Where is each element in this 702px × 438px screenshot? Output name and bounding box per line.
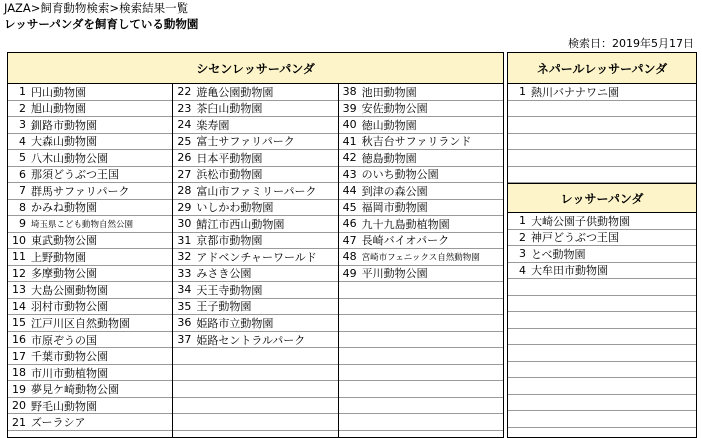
zoo-row [339,167,503,184]
zoo-row [508,329,696,346]
zoo-number: 40 [342,118,357,132]
zoo-name: 夢見ケ崎動物公園 [31,383,119,397]
zoo-row [173,216,337,233]
zoo-name: 大島公園動物園 [31,283,108,297]
shisen-header: シセンレッサーパンダ [8,53,503,84]
zoo-row [173,101,337,118]
zoo-number: 2 [19,101,26,115]
zoo-row [8,117,172,134]
zoo-number: 28 [177,184,192,198]
zoo-name: 王子動物園 [196,300,252,314]
zoo-number: 39 [342,101,357,115]
zoo-row [339,200,503,217]
shisen-column-1 [8,84,172,437]
zoo-row [8,101,172,118]
zoo-number: 27 [177,167,192,181]
zoo-number: 30 [177,217,192,231]
zoo-number: 32 [177,250,192,264]
zoo-name: 到津の森公園 [361,184,428,198]
zoo-name: 秋吉台サファリランド [361,135,472,149]
zoo-name: 日本平動物園 [196,151,263,165]
zoo-number: 19 [12,382,26,396]
zoo-number: 17 [12,349,26,363]
zoo-row [339,183,503,200]
shisen-column-3 [338,84,503,437]
zoo-row [173,398,337,415]
zoo-name: 群馬サファリパーク [31,184,130,198]
zoo-number: 45 [342,200,357,214]
zoo-row [339,134,503,151]
zoo-row [508,246,696,263]
zoo-row [173,150,337,167]
zoo-row [8,282,172,299]
zoo-row [508,411,696,428]
zoo-row [173,233,337,250]
zoo-name: 浜松市動物園 [196,168,263,182]
nepal-list [508,84,696,183]
zoo-row [173,249,337,266]
zoo-number: 24 [177,118,192,132]
zoo-name: とべ動物園 [531,247,586,261]
zoo-row [8,365,172,382]
zoo-row [173,348,337,365]
zoo-name: みさき公園 [196,267,252,281]
zoo-row [508,84,696,101]
zoo-number: 18 [12,366,26,380]
zoo-row [339,216,503,233]
zoo-name: ズーラシア [31,416,86,430]
zoo-number: 47 [342,233,357,247]
zoo-number: 12 [12,266,26,280]
zoo-row [8,315,172,332]
lesser-list [508,213,696,428]
zoo-number: 29 [177,200,192,214]
zoo-name: 那須どうぶつ王国 [31,168,119,182]
zoo-number: 34 [177,283,192,297]
zoo-number: 42 [342,151,357,165]
zoo-row [8,150,172,167]
zoo-row [339,414,503,431]
zoo-row [508,213,696,230]
zoo-name: 江戸川区自然動物園 [31,316,130,330]
zoo-number: 5 [19,151,26,165]
zoo-row [339,282,503,299]
zoo-row [508,296,696,313]
zoo-row [173,332,337,349]
zoo-number: 26 [177,151,192,165]
zoo-number: 14 [12,299,26,313]
zoo-row [173,299,337,316]
zoo-number: 11 [12,250,26,264]
zoo-name: 徳島動物園 [361,151,417,165]
zoo-row [339,299,503,316]
zoo-number: 38 [342,85,357,99]
zoo-number: 1 [519,85,526,99]
zoo-number: 4 [519,263,526,277]
zoo-name: 大牟田市動物園 [531,264,608,278]
zoo-row [508,312,696,329]
zoo-row [8,348,172,365]
zoo-name: 池田動物園 [361,85,417,99]
zoo-number: 43 [342,167,357,181]
breadcrumb[interactable]: JAZA>飼育動物検索>検索結果一覧 [4,1,189,15]
zoo-number: 49 [342,266,357,280]
zoo-row [173,84,337,101]
shisen-column-2 [172,84,337,437]
zoo-row [508,167,696,184]
zoo-name: 上野動物園 [31,250,86,264]
zoo-name: 遊亀公園動物園 [196,85,274,99]
zoo-row [508,362,696,379]
zoo-row [173,183,337,200]
zoo-name: のいち動物公園 [361,168,439,182]
zoo-row [508,134,696,151]
zoo-number: 15 [12,316,26,330]
zoo-name: 平川動物公園 [361,267,428,281]
zoo-name: 茶臼山動物園 [196,102,263,116]
zoo-row [173,134,337,151]
zoo-name: 多摩動物公園 [31,267,97,281]
zoo-row [173,282,337,299]
zoo-row [173,117,337,134]
zoo-row [8,414,172,431]
zoo-name: 東武動物公園 [31,234,97,248]
zoo-name: 大森山動物園 [31,135,97,149]
zoo-row [339,101,503,118]
zoo-row [8,84,172,101]
zoo-number: 13 [12,283,26,297]
zoo-name: 釧路市動物園 [31,118,97,132]
zoo-row [339,117,503,134]
zoo-number: 8 [19,200,26,214]
right-panel [507,52,697,438]
zoo-row [8,183,172,200]
zoo-number: 4 [19,134,26,148]
zoo-row [339,381,503,398]
zoo-name: 楽寿園 [196,118,230,132]
zoo-number: 16 [12,332,26,346]
page-title: レッサーパンダを飼育している動物園 [4,17,199,31]
zoo-name: かみね動物園 [31,201,97,215]
shisen-panel [7,52,504,438]
zoo-number: 22 [177,85,192,99]
zoo-number: 20 [12,399,26,413]
zoo-name: アドベンチャーワールド [196,250,317,264]
zoo-row [508,263,696,280]
zoo-number: 1 [19,85,26,99]
zoo-name: 富士サファリパーク [196,135,295,149]
zoo-row [508,230,696,247]
zoo-row [173,266,337,283]
zoo-name: 長崎バイオパーク [361,234,450,248]
zoo-row [8,233,172,250]
zoo-row [173,365,337,382]
zoo-number: 46 [342,217,357,231]
zoo-number: 3 [19,118,26,132]
zoo-row [339,84,503,101]
zoo-row [339,315,503,332]
lesser-header: レッサーパンダ [508,183,696,213]
zoo-number: 9 [19,217,26,231]
zoo-row [173,381,337,398]
zoo-row [508,150,696,167]
zoo-number: 48 [342,250,357,264]
zoo-name: 徳山動物園 [361,118,417,132]
zoo-row [173,200,337,217]
zoo-name: 野毛山動物園 [31,399,97,413]
zoo-row [173,167,337,184]
zoo-row [173,315,337,332]
zoo-row [508,101,696,118]
zoo-number: 25 [177,134,192,148]
zoo-number: 21 [12,415,26,429]
zoo-row [508,279,696,296]
zoo-number: 6 [19,167,26,181]
zoo-number: 36 [177,316,192,330]
zoo-row [8,249,172,266]
zoo-row [8,134,172,151]
zoo-number: 23 [177,101,192,115]
zoo-name: 市原ぞうの国 [31,333,97,347]
zoo-name: 天王寺動物園 [196,283,263,297]
zoo-name: 羽村市動物公園 [31,300,108,314]
zoo-number: 41 [342,134,357,148]
zoo-number: 7 [19,184,26,198]
zoo-row [508,395,696,412]
zoo-name: 安佐動物公園 [361,102,428,116]
zoo-row [508,345,696,362]
zoo-number: 31 [177,233,192,247]
zoo-row [8,200,172,217]
zoo-name: 九十九島動植物園 [361,217,450,231]
zoo-row [173,414,337,431]
zoo-name: 鯖江市西山動物園 [196,217,285,231]
zoo-name: 八木山動物公園 [31,151,108,165]
zoo-number: 44 [342,184,357,198]
zoo-name: 福岡市動物園 [361,201,428,215]
shisen-columns [8,84,503,437]
zoo-name: 姫路セントラルパーク [196,333,306,347]
zoo-row [8,381,172,398]
zoo-row [8,216,172,233]
zoo-row [339,233,503,250]
zoo-name: 富山市ファミリーパーク [196,184,317,198]
zoo-name: 円山動物園 [31,85,86,99]
zoo-number: 10 [12,233,26,247]
zoo-name: 大崎公園子供動物園 [531,214,630,228]
zoo-name: 埼玉県こども動物自然公園 [31,219,134,230]
nepal-header: ネパールレッサーパンダ [508,53,696,84]
zoo-row [339,332,503,349]
zoo-number: 37 [177,332,192,346]
zoo-name: 旭山動物園 [31,102,86,116]
zoo-number: 3 [519,247,526,261]
zoo-row [339,365,503,382]
zoo-number: 33 [177,266,192,280]
zoo-name: 宮崎市フェニックス自然動物園 [361,252,480,263]
search-date: 検索日：2019年5月17日 [568,37,694,50]
zoo-name: 千葉市動物公園 [31,350,108,364]
zoo-row [339,266,503,283]
zoo-number: 2 [519,230,526,244]
zoo-row [8,266,172,283]
zoo-number: 1 [519,214,526,228]
zoo-row [339,398,503,415]
zoo-name: 神戸どうぶつ王国 [531,231,619,245]
zoo-row [339,348,503,365]
zoo-name: 市川市動植物園 [31,366,108,380]
zoo-row [339,150,503,167]
zoo-name: 熱川バナナワニ園 [531,85,619,99]
zoo-row [8,167,172,184]
zoo-row [8,299,172,316]
zoo-name: 京都市動物園 [196,234,263,248]
zoo-row [339,249,503,266]
zoo-number: 35 [177,299,192,313]
zoo-row [508,378,696,395]
zoo-row [508,117,696,134]
zoo-name: 姫路市立動物園 [196,316,274,330]
zoo-row [8,332,172,349]
zoo-row [8,398,172,415]
zoo-name: いしかわ動物園 [196,201,274,215]
